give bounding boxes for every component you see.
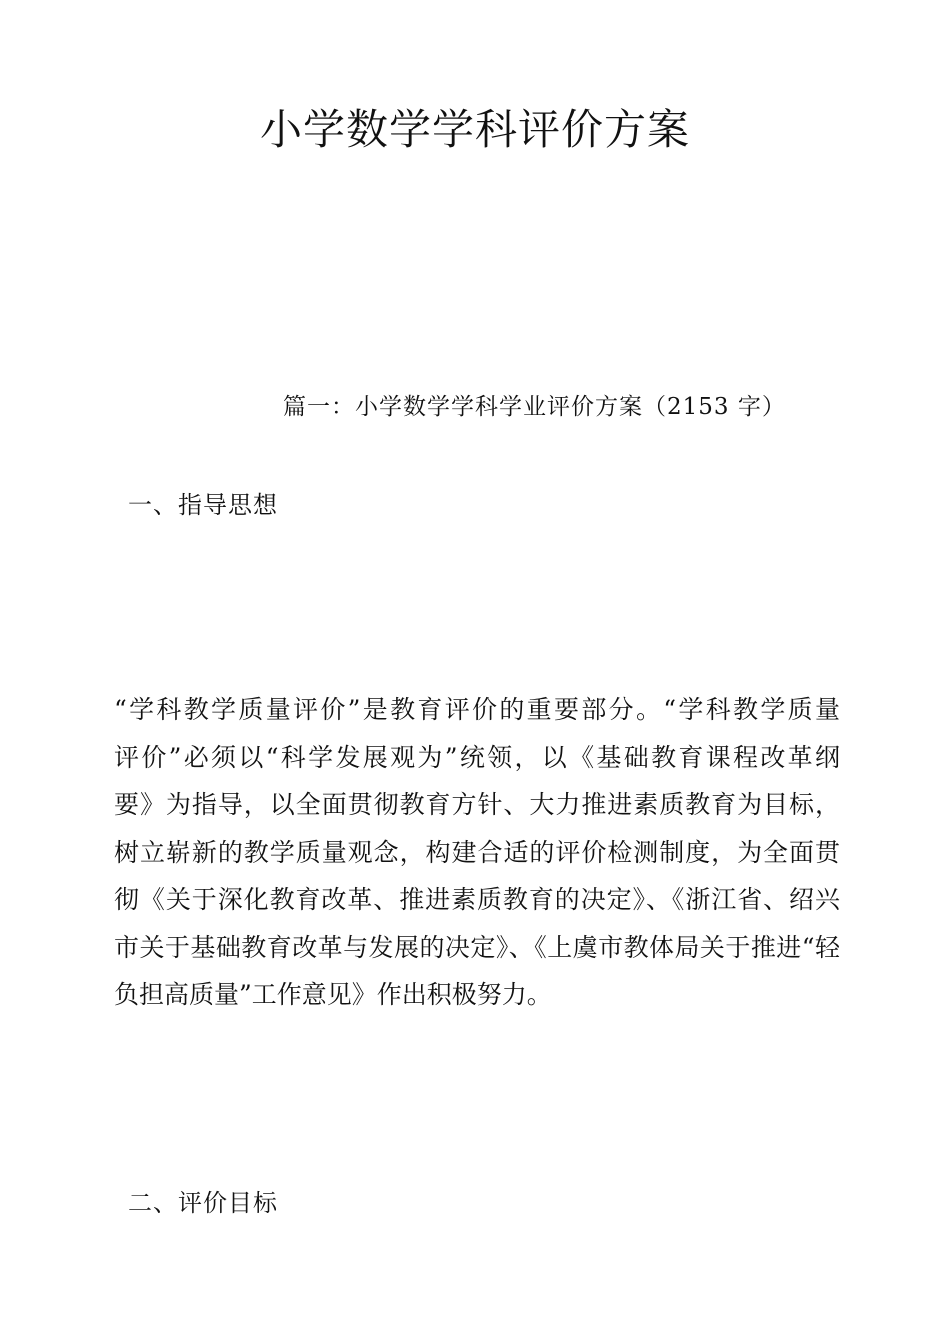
paragraph-line: 负担高质量”工作意见》作出积极努力。 (114, 980, 552, 1009)
paragraph-line: 树立崭新的教学质量观念，构建合适的评价检测制度，为全面贯 (114, 837, 840, 867)
paragraph-line: 市关于基础教育改革与发展的决定》、《上虞市教体局关于推进“轻 (114, 932, 840, 962)
document-title: 小学数学学科评价方案 (259, 105, 690, 154)
guiding-ideology-paragraph (114, 686, 840, 1019)
paragraph-line: 要》为指导，以全面贯彻教育方针、大力推进素质教育为目标， (114, 790, 840, 819)
section-heading-evaluation-goals: 二、评价目标 (128, 1189, 278, 1217)
paragraph-line: 评价”必须以“科学发展观为”统领，以《基础教育课程改革纲 (114, 742, 840, 772)
paragraph-line: 彻《关于深化教育改革、推进素质教育的决定》、《浙江省、绍兴 (114, 885, 840, 914)
section-heading-guiding-ideology: 一、指导思想 (128, 491, 278, 519)
paragraph-line: “学科教学质量评价”是教育评价的重要部分。“学科教学质量 (114, 695, 840, 724)
document-subtitle: 篇一：小学数学学科学业评价方案（2153 字） (283, 394, 786, 420)
